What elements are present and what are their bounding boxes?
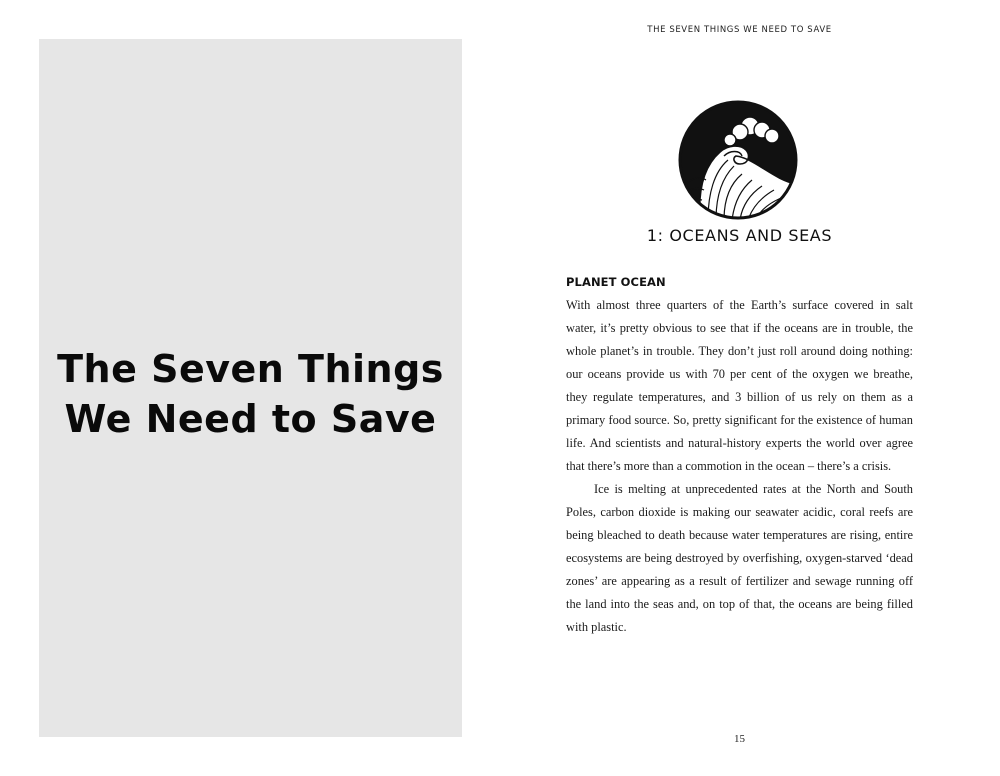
running-head: THE SEVEN THINGS WE NEED TO SAVE — [647, 25, 832, 35]
ocean-wave-icon — [678, 100, 798, 220]
chapter-title: 1: OCEANS AND SEAS — [646, 226, 833, 245]
page-number: 15 — [734, 733, 745, 745]
left-page — [39, 39, 462, 737]
book-title — [39, 344, 462, 444]
paragraph-2: Ice is melting at unprecedented rates at the North and South Poles, carbon dioxide is making our seawater acidic, coral reefs are being bleached to death because water temperatures are rising, entire ecosystems are being destroyed by overfishing, oxygen-starved ‘dead zones’ are appearing as a result of fertilizer and sewage running off the land into the seas and, on top of that, the oceans are being filled with plastic. — [566, 482, 913, 634]
section-heading: PLANET OCEAN — [566, 275, 666, 289]
book-title-line-2: We Need to Save — [64, 397, 437, 441]
paragraph-1: With almost three quarters of the Earth’s surface covered in salt water, it’s pretty obvious to see that if the oceans are in trouble, the whole planet’s in trouble. They don’t just roll around doing nothing: our oceans provide us with 70 per cent of the oxygen we breathe, they regulate temperatures, and 3 billion of us rely on them as a primary food source. So, pretty significant for the existence of human life. And scientists and natural-history experts the world over agree that there’s more than a commotion in the ocean – there’s a crisis. — [566, 298, 913, 473]
body-text — [566, 294, 913, 639]
book-title-line-1: The Seven Things — [57, 347, 444, 391]
